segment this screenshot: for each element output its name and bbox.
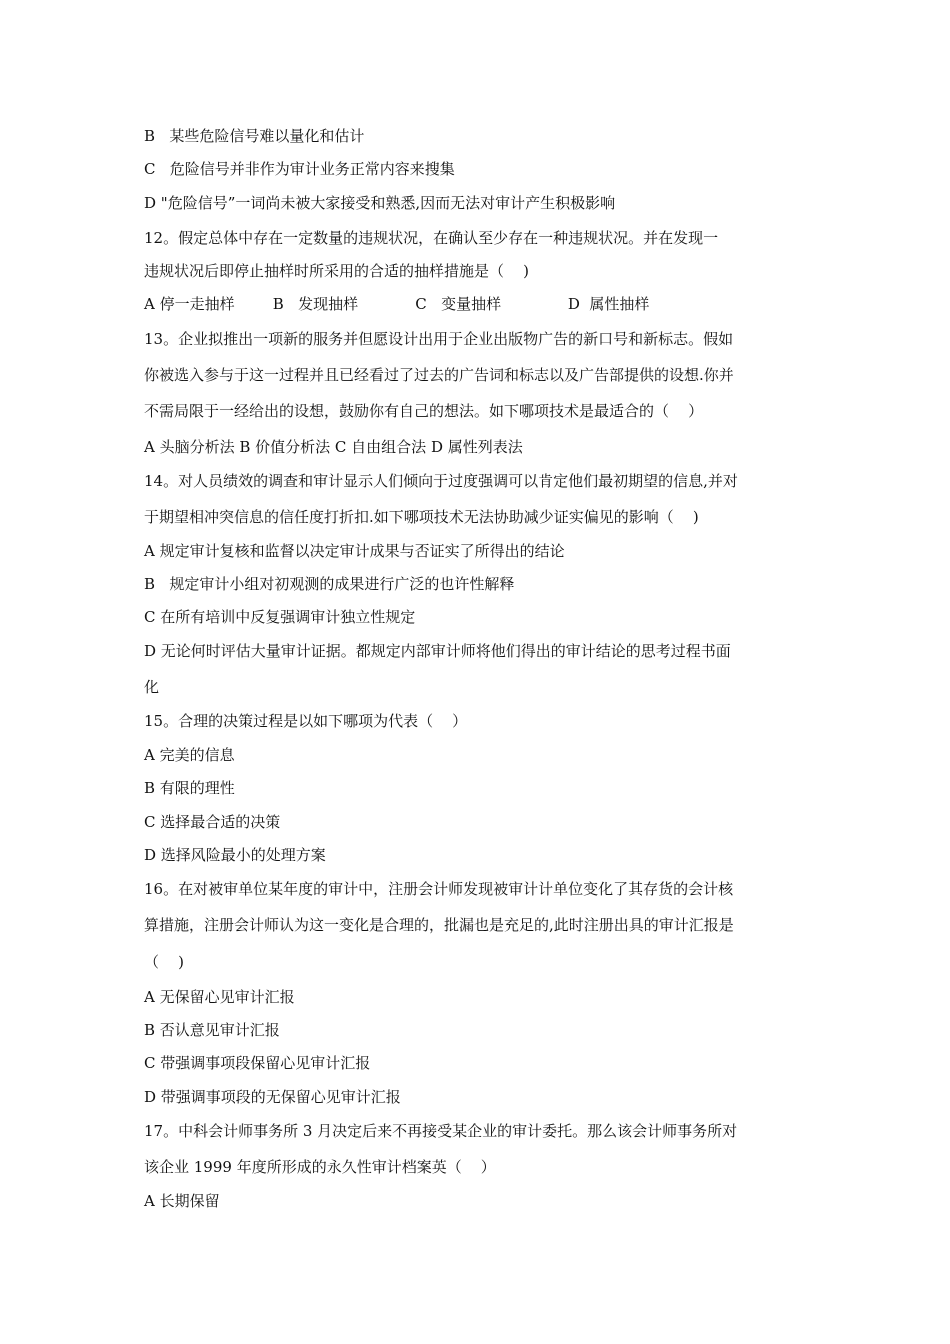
option-11c: C 危险信号并非作为审计业务正常内容来搜集: [144, 160, 455, 178]
question-13-options: A 头脑分析法 B 价值分析法 C 自由组合法 D 属性列表法: [144, 438, 523, 456]
option-11d: D "危险信号”一词尚未被大家接受和熟悉,因而无法对审计产生积极影响: [144, 194, 616, 212]
question-12-line-2: 违规状况后即停止抽样时所采用的合适的抽样措施是（ ): [144, 262, 529, 280]
option-15d: D 选择风险最小的处理方案: [144, 846, 326, 864]
option-14a: A 规定审计复核和监督以决定审计成果与否证实了所得出的结论: [144, 542, 565, 560]
option-15a: A 完美的信息: [144, 746, 235, 764]
option-15c: C 选择最合适的决策: [144, 813, 281, 831]
option-11b: B 某些危险信号难以量化和估计: [144, 127, 365, 145]
option-15b: B 有限的理性: [144, 779, 235, 797]
option-14d-line-1: D 无论何时评估大量审计证据。都规定内部审计师将他们得出的审计结论的思考过程书面: [144, 642, 731, 660]
option-17a: A 长期保留: [144, 1192, 220, 1210]
option-16c: C 带强调事项段保留心见审计汇报: [144, 1054, 371, 1072]
option-14d-line-2: 化: [144, 678, 160, 696]
option-16a: A 无保留心见审计汇报: [144, 988, 295, 1006]
question-17-line-2: 该企业 1999 年度所形成的永久性审计档案英（ ）: [144, 1158, 496, 1176]
question-15: 15。合理的决策过程是以如下哪项为代表（ ）: [144, 712, 468, 730]
question-16-line-3: （ ): [144, 953, 184, 971]
question-13-line-2: 你被选入参与于这一过程并且已经看过了过去的广告词和标志以及广告部提供的设想.你并: [144, 366, 734, 384]
question-14-line-2: 于期望相冲突信息的信任度打折扣.如下哪项技术无法协助减少证实偏见的影响（ ): [144, 508, 699, 526]
question-16-line-2: 算措施，注册会计师认为这一变化是合理的，批漏也是充足的,此时注册出具的审计汇报是: [144, 916, 734, 934]
question-12-options: A 停一走抽样 B 发现抽样 C 变量抽样 D 属性抽样: [144, 295, 650, 313]
question-17-line-1: 17。中科会计师事务所 3 月决定后来不再接受某企业的审计委托。那么该会计师事务所对: [144, 1122, 738, 1140]
option-14c: C 在所有培训中反复强调审计独立性规定: [144, 608, 416, 626]
question-12-line-1: 12。假定总体中存在一定数量的违规状况，在确认至少存在一种违规状况。并在发现一: [144, 229, 719, 247]
option-16b: B 否认意见审计汇报: [144, 1021, 280, 1039]
question-13-line-3: 不需局限于一经给出的设想，鼓励你有自己的想法。如下哪项技术是最适合的（ ）: [144, 402, 704, 420]
option-14b: B 规定审计小组对初观测的成果进行广泛的也许性解释: [144, 575, 515, 593]
question-16-line-1: 16。在对被审单位某年度的审计中，注册会计师发现被审计计单位变化了其存货的会计核: [144, 880, 734, 898]
option-16d: D 带强调事项段的无保留心见审计汇报: [144, 1088, 401, 1106]
question-13-line-1: 13。企业拟推出一项新的服务并但愿设计出用于企业出版物广告的新口号和新标志。假如: [144, 330, 734, 348]
question-14-line-1: 14。对人员绩效的调查和审计显示人们倾向于过度强调可以肯定他们最初期望的信息,并对: [144, 472, 738, 490]
